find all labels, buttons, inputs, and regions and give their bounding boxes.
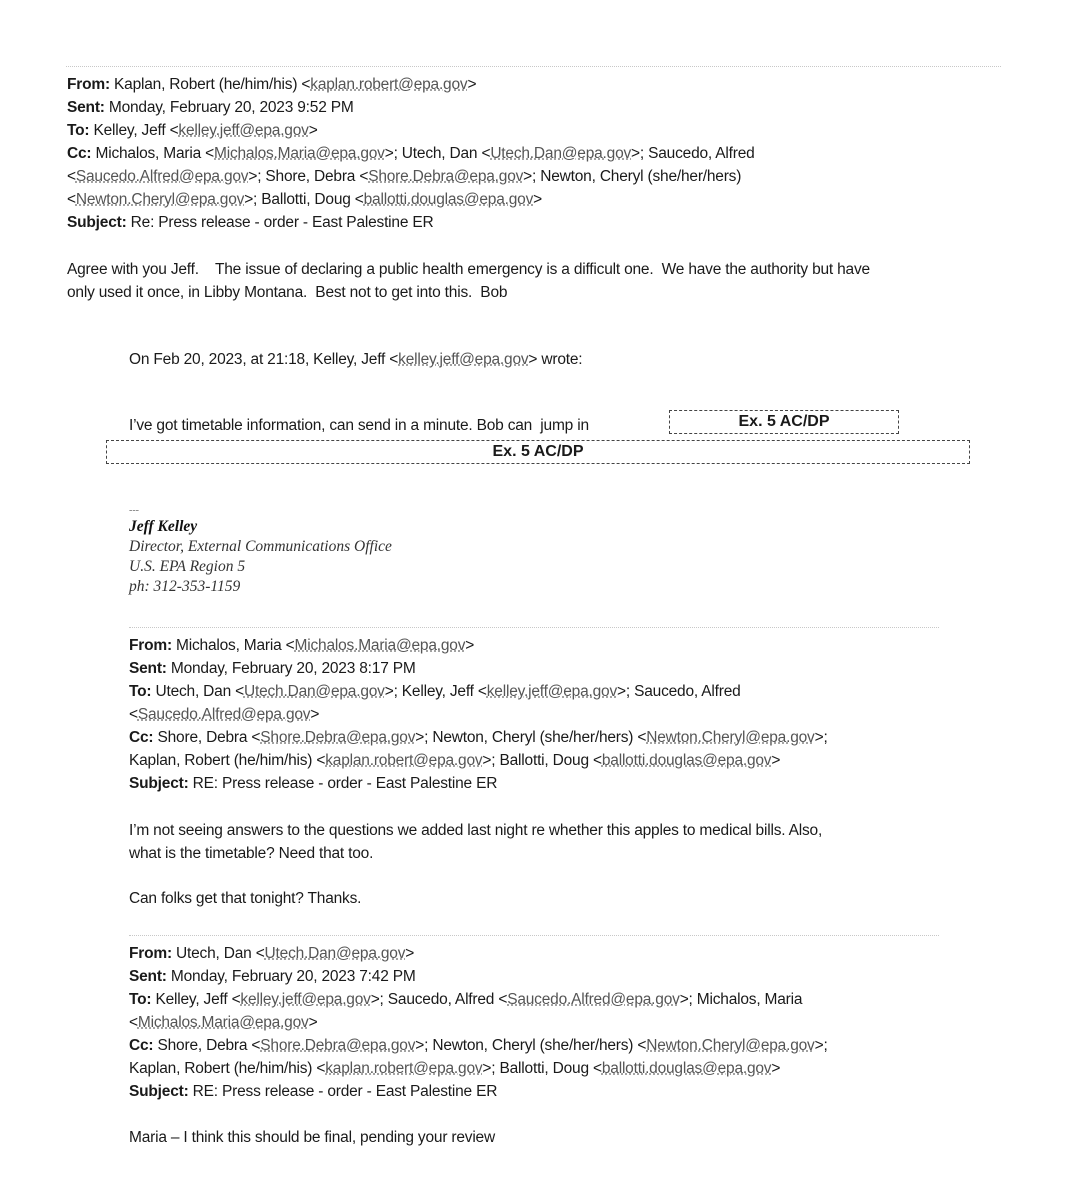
email-link[interactable]: ballotti.douglas@epa.gov xyxy=(601,752,772,769)
email-link[interactable]: Utech.Dan@epa.gov xyxy=(264,945,406,962)
email-link[interactable]: Shore.Debra@epa.gov xyxy=(260,1037,416,1054)
email-header-2 xyxy=(129,634,828,795)
email-link[interactable]: Newton.Cheryl@epa.gov xyxy=(75,191,245,208)
body-line: I’m not seeing answers to the questions we added last night re whether this apples to medical bills. Also, xyxy=(129,822,823,839)
signature: --- Jeff Kelley Director, External Communications Office U.S. EPA Region 5 ph: 312-353-1159 xyxy=(129,505,392,595)
email-link[interactable]: kelley.jeff@epa.gov xyxy=(240,991,371,1008)
email-link[interactable]: kelley.jeff@epa.gov xyxy=(398,351,529,368)
email-link[interactable]: Saucedo.Alfred@epa.gov xyxy=(507,991,680,1008)
to-line: To: Kelley, Jeff <kelley.jeff@epa.gov>; Saucedo, Alfred <Saucedo.Alfred@epa.gov>; Michalos, Maria xyxy=(129,991,803,1008)
cc-line: Cc: Shore, Debra <Shore.Debra@epa.gov>; Newton, Cheryl (she/her/hers) <Newton.Cheryl@epa.gov>; xyxy=(129,1037,828,1054)
subject-line: Subject: Re: Press release - order - East Palestine ER xyxy=(67,214,434,231)
email-body-2 xyxy=(129,819,822,910)
to-line-cont: <Saucedo.Alfred@epa.gov> xyxy=(129,706,320,723)
body-line: what is the timetable? Need that too. xyxy=(129,845,374,862)
email-link[interactable]: ballotti.douglas@epa.gov xyxy=(601,1060,772,1077)
cc-line: Cc: Shore, Debra <Shore.Debra@epa.gov>; Newton, Cheryl (she/her/hers) <Newton.Cheryl@epa.gov>; xyxy=(129,729,828,746)
signature-phone: ph: 312-353-1159 xyxy=(129,578,241,595)
email-link[interactable]: Newton.Cheryl@epa.gov xyxy=(646,729,815,746)
email-body-1 xyxy=(67,258,870,304)
email-link[interactable]: Utech.Dan@epa.gov xyxy=(243,683,385,700)
email-header-3 xyxy=(129,942,828,1103)
body-line: only used it once, in Libby Montana. Best not to get into this. Bob xyxy=(67,284,508,301)
email-header-1 xyxy=(67,73,755,234)
cc-line-cont: Kaplan, Robert (he/him/his) <kaplan.robert@epa.gov>; Ballotti, Doug <ballotti.douglas@epa.gov> xyxy=(129,752,781,769)
email-link[interactable]: kelley.jeff@epa.gov xyxy=(178,122,309,139)
signature-org: U.S. EPA Region 5 xyxy=(129,558,246,575)
quoted-header: On Feb 20, 2023, at 21:18, Kelley, Jeff <kelley.jeff@epa.gov> wrote: xyxy=(129,351,583,368)
body-line: Maria – I think this should be final, pending your review xyxy=(129,1129,495,1146)
sent-line: Sent: Monday, February 20, 2023 8:17 PM xyxy=(129,660,416,677)
body-line: Agree with you Jeff. The issue of declaring a public health emergency is a difficult one. We have the authority but have xyxy=(67,261,870,278)
email-link[interactable]: ballotti.douglas@epa.gov xyxy=(363,191,534,208)
email-link[interactable]: Michalos.Maria@epa.gov xyxy=(294,637,466,654)
email-link[interactable]: kaplan.robert@epa.gov xyxy=(310,76,468,93)
redaction-box: Ex. 5 AC/DP xyxy=(669,410,899,434)
email-link[interactable]: Saucedo.Alfred@epa.gov xyxy=(137,706,311,723)
cc-line-cont: <Saucedo.Alfred@epa.gov>; Shore, Debra <Shore.Debra@epa.gov>; Newton, Cheryl (she/her/hers) xyxy=(67,168,742,185)
from-line: From: Utech, Dan <Utech.Dan@epa.gov> xyxy=(129,945,415,962)
separator xyxy=(129,627,939,628)
email-link[interactable]: Michalos.Maria@epa.gov xyxy=(214,145,385,162)
signature-title: Director, External Communications Office xyxy=(129,538,392,555)
separator xyxy=(129,935,939,936)
subject-line: Subject: RE: Press release - order - East Palestine ER xyxy=(129,1083,498,1100)
subject-line: Subject: RE: Press release - order - East Palestine ER xyxy=(129,775,498,792)
body-line: Can folks get that tonight? Thanks. xyxy=(129,890,362,907)
email-link[interactable]: kaplan.robert@epa.gov xyxy=(325,752,483,769)
email-body-3 xyxy=(129,1126,495,1149)
email-link[interactable]: Michalos.Maria@epa.gov xyxy=(137,1014,309,1031)
from-line: From: Michalos, Maria <Michalos.Maria@epa.gov> xyxy=(129,637,475,654)
quoted-body: I’ve got timetable information, can send in a minute. Bob can jump in xyxy=(129,417,589,434)
sent-line: Sent: Monday, February 20, 2023 9:52 PM xyxy=(67,99,354,116)
cc-line-cont: <Newton.Cheryl@epa.gov>; Ballotti, Doug <ballotti.douglas@epa.gov> xyxy=(67,191,542,208)
email-link[interactable]: Saucedo.Alfred@epa.gov xyxy=(75,168,249,185)
email-link[interactable]: Shore.Debra@epa.gov xyxy=(368,168,524,185)
sent-line: Sent: Monday, February 20, 2023 7:42 PM xyxy=(129,968,416,985)
signature-name: Jeff Kelley xyxy=(129,518,198,535)
from-line: From: Kaplan, Robert (he/him/his) <kaplan.robert@epa.gov> xyxy=(67,76,477,93)
cc-line-cont: Kaplan, Robert (he/him/his) <kaplan.robert@epa.gov>; Ballotti, Doug <ballotti.douglas@epa.gov> xyxy=(129,1060,781,1077)
email-link[interactable]: Newton.Cheryl@epa.gov xyxy=(646,1037,815,1054)
email-link[interactable]: kaplan.robert@epa.gov xyxy=(325,1060,483,1077)
email-link[interactable]: Shore.Debra@epa.gov xyxy=(260,729,416,746)
separator xyxy=(66,66,1001,67)
email-link[interactable]: kelley.jeff@epa.gov xyxy=(486,683,618,700)
to-line: To: Utech, Dan <Utech.Dan@epa.gov>; Kelley, Jeff <kelley.jeff@epa.gov>; Saucedo, Alfred xyxy=(129,683,741,700)
email-link[interactable]: Utech.Dan@epa.gov xyxy=(490,145,632,162)
to-line: To: Kelley, Jeff <kelley.jeff@epa.gov> xyxy=(67,122,318,139)
cc-line: Cc: Michalos, Maria <Michalos.Maria@epa.gov>; Utech, Dan <Utech.Dan@epa.gov>; Saucedo, Alfred xyxy=(67,145,755,162)
redaction-box: Ex. 5 AC/DP xyxy=(106,440,970,464)
to-line-cont: <Michalos.Maria@epa.gov> xyxy=(129,1014,318,1031)
